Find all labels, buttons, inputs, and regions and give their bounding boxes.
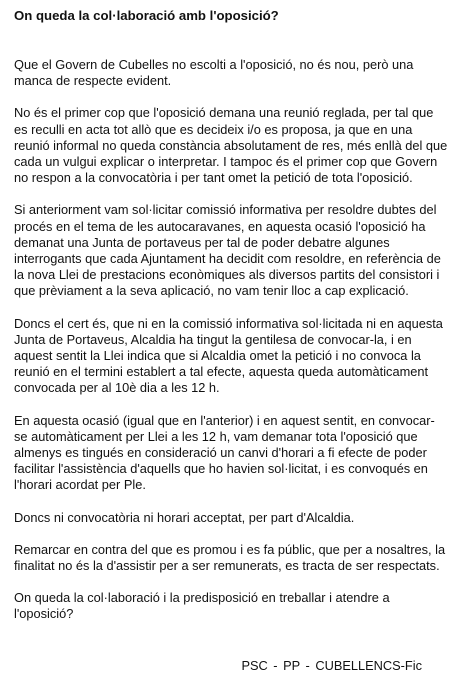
paragraph-5: En aquesta ocasió (igual que en l'anterior) i en aquest sentit, en convocar-se automàticament per Llei a les 12 h, vam demanar tota l'oposició que almenys es tingués en consideració un canvi d'horari a fi efecte de poder facilitar l'assistència d'aquells que ho havien sol·licitat, i es convoqués en l'horari acordat per Ple. — [14, 412, 435, 493]
document-title: On queda la col·laboració amb l'oposició? — [14, 8, 279, 23]
paragraph-4: Doncs el cert és, que ni en la comissió informativa sol·licitada ni en aquesta Junta de Portaveus, Alcaldia ha tingut la gentilesa de convocar-la, i en aquest sentit la Llei indica que si Alcaldia omet la petició i no convoca la reunió en el termini establert a tal efecte, aquesta queda automàticament convocada per al 10è dia a les 12 h. — [14, 315, 443, 396]
paragraph-8: On queda la col·laboració i la predisposició en treballar i atendre a l'oposició? — [14, 590, 390, 622]
paragraph-7: Remarcar en contra del que es promou i es fa públic, que per a nosaltres, la finalitat no és la d'assistir per a ser remunerats, es tracta de ser respectats. — [14, 541, 446, 574]
paragraph-2: No és el primer cop que l'oposició demana una reunió reglada, per tal que es reculli en acta tot allò que es decideix i/o es proposa, ja que en una reunió informal no queda constància absolutament de res, més enllà del que cada un vulgui explicar o interpretar. I tampoc és el primer cop que Govern no respon a la convocatòria i per tant omet la petició de tota l'oposició. — [14, 105, 448, 186]
signature: PSC - PP - CUBELLENCS-Fic — [241, 658, 422, 673]
paragraph-6: Doncs ni convocatòria ni horari acceptat, per part d'Alcaldia. — [14, 509, 355, 525]
paragraph-1: Que el Govern de Cubelles no escolti a l'oposició, no és nou, però una manca de respecte evident. — [14, 57, 414, 89]
paragraph-3: Si anteriorment vam sol·licitar comissió informativa per resoldre dubtes del procés en el tema de les autocaravanes, en aquesta ocasió l'oposició ha demanat una Junta de portaveus per tal de poder debatre algunes interrogants que cada Ajuntament ha decidit com resoldre, en referència de la nova Llei de prestacions econòmiques als diversos partits del consistori i que prèviament a la seva aplicació, no vam tenir lloc a cap explicació. — [14, 202, 441, 299]
